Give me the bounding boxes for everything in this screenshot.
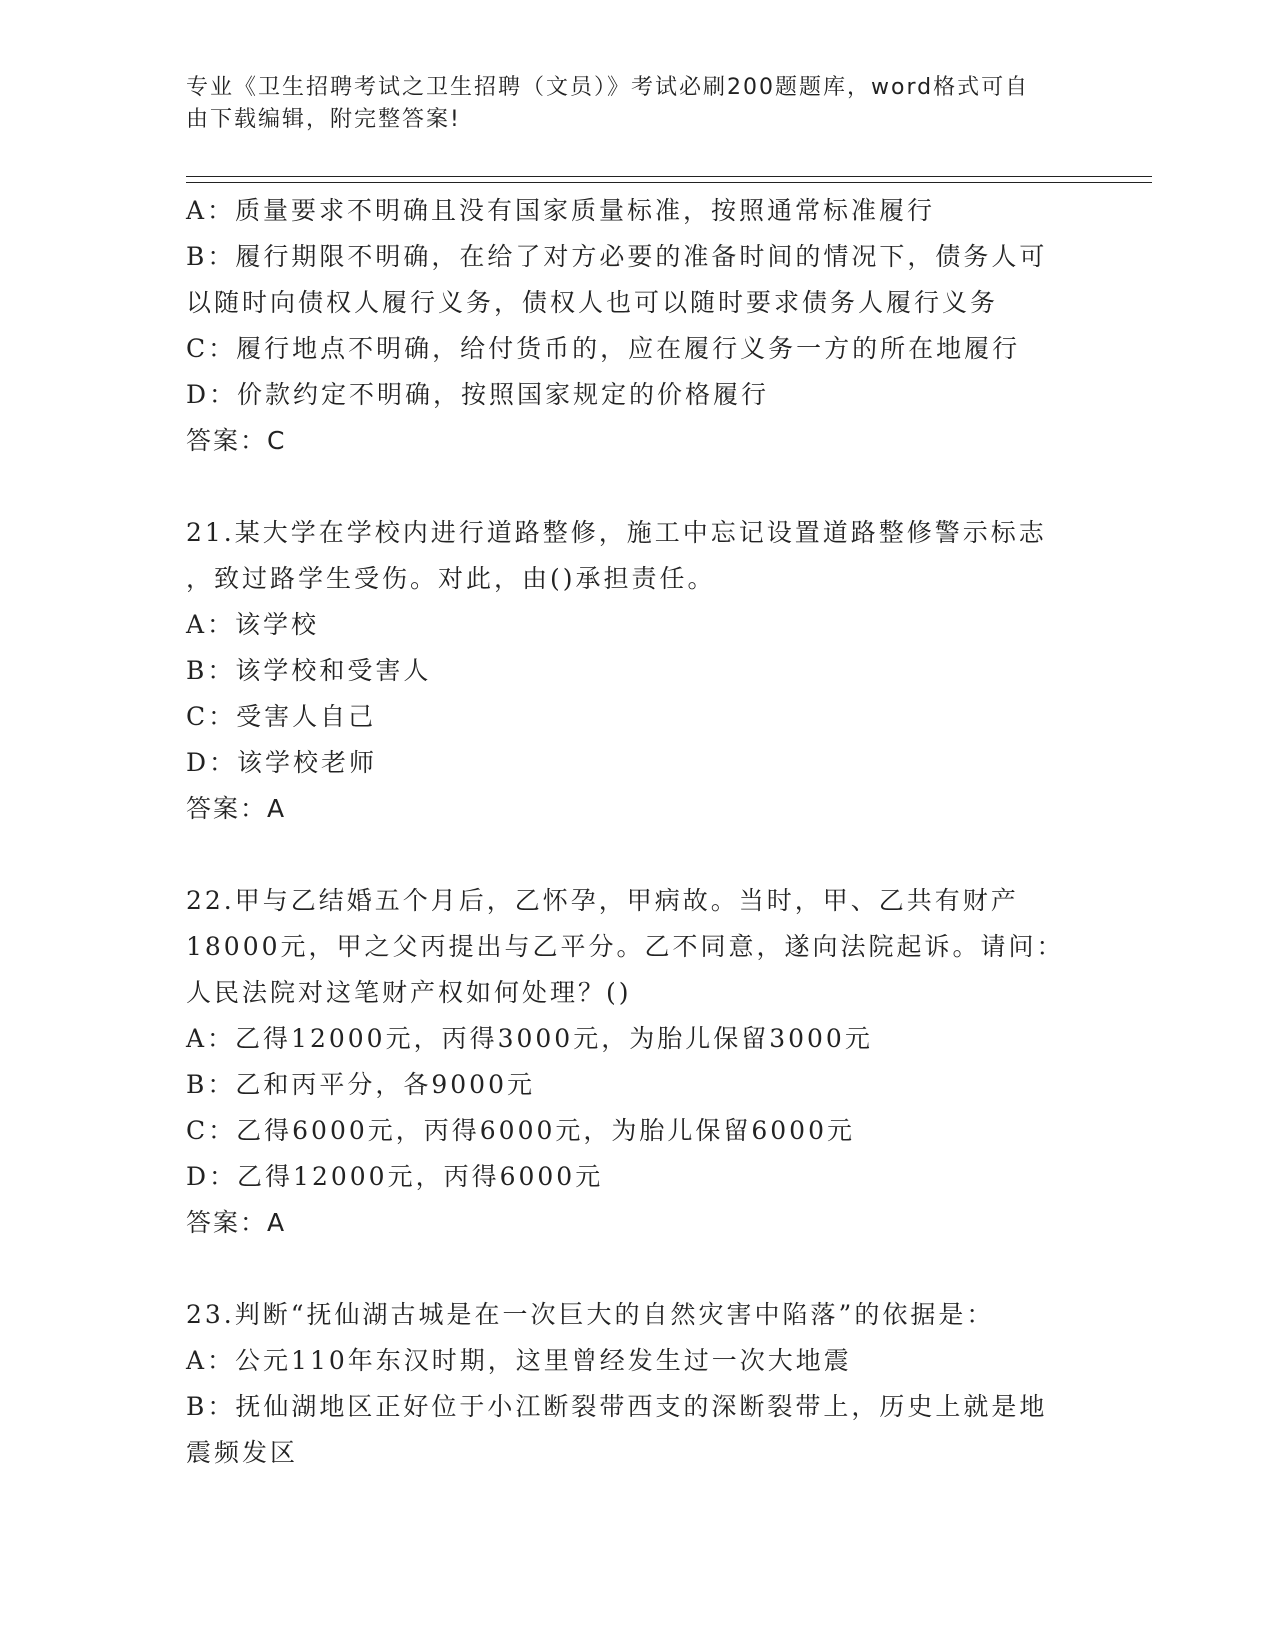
option-b-continued: 震频发区 <box>186 1438 299 1467</box>
header-divider-top <box>186 176 1152 177</box>
header-line-1: 专业《卫生招聘考试之卫生招聘（文员）》考试必刷200题题库，word格式可自 <box>186 75 1030 100</box>
question-stem-continued: 人民法院对这笔财产权如何处理？() <box>186 978 632 1007</box>
option-d: D：乙得12000元，丙得6000元 <box>186 1162 604 1191</box>
option-d: D：价款约定不明确，按照国家规定的价格履行 <box>186 380 770 409</box>
option-a: A：该学校 <box>186 610 320 639</box>
option-a: A：乙得12000元，丙得3000元，为胎儿保留3000元 <box>186 1024 873 1053</box>
option-c: C：受害人自己 <box>186 702 377 731</box>
option-b-continued: 以随时向债权人履行义务，债权人也可以随时要求债务人履行义务 <box>186 288 999 317</box>
option-a: A：质量要求不明确且没有国家质量标准，按照通常标准履行 <box>186 196 936 225</box>
question-stem: 21.某大学在学校内进行道路整修，施工中忘记设置道路整修警示标志 <box>186 518 1047 547</box>
header-divider-bottom <box>186 182 1152 183</box>
document-body <box>186 188 1076 1476</box>
header-line-2: 由下载编辑，附完整答案! <box>186 107 461 132</box>
option-b: B：该学校和受害人 <box>186 656 432 685</box>
question-stem-continued: ，致过路学生受伤。对此，由()承担责任。 <box>186 564 716 593</box>
question-stem: 22.甲与乙结婚五个月后，乙怀孕，甲病故。当时，甲、乙共有财产 <box>186 886 1019 915</box>
document-header <box>186 72 1066 136</box>
answer: 答案：A <box>186 1208 287 1237</box>
option-c: C：履行地点不明确，给付货币的，应在履行义务一方的所在地履行 <box>186 334 1021 363</box>
question-20-options <box>186 188 1076 464</box>
question-21 <box>186 510 1076 832</box>
option-a: A：公元110年东汉时期，这里曾经发生过一次大地震 <box>186 1346 852 1375</box>
answer: 答案：C <box>186 426 287 455</box>
answer: 答案：A <box>186 794 287 823</box>
question-stem-continued: 18000元，甲之父丙提出与乙平分。乙不同意，遂向法院起诉。请问： <box>186 932 1065 961</box>
option-b: B：履行期限不明确，在给了对方必要的准备时间的情况下，债务人可 <box>186 242 1048 271</box>
option-b: B：乙和丙平分，各9000元 <box>186 1070 535 1099</box>
question-23 <box>186 1292 1076 1476</box>
option-c: C：乙得6000元，丙得6000元，为胎儿保留6000元 <box>186 1116 855 1145</box>
question-22 <box>186 878 1076 1246</box>
question-stem: 23.判断“抚仙湖古城是在一次巨大的自然灾害中陷落”的依据是： <box>186 1300 995 1329</box>
option-b: B：抚仙湖地区正好位于小江断裂带西支的深断裂带上，历史上就是地 <box>186 1392 1048 1421</box>
option-d: D：该学校老师 <box>186 748 378 777</box>
